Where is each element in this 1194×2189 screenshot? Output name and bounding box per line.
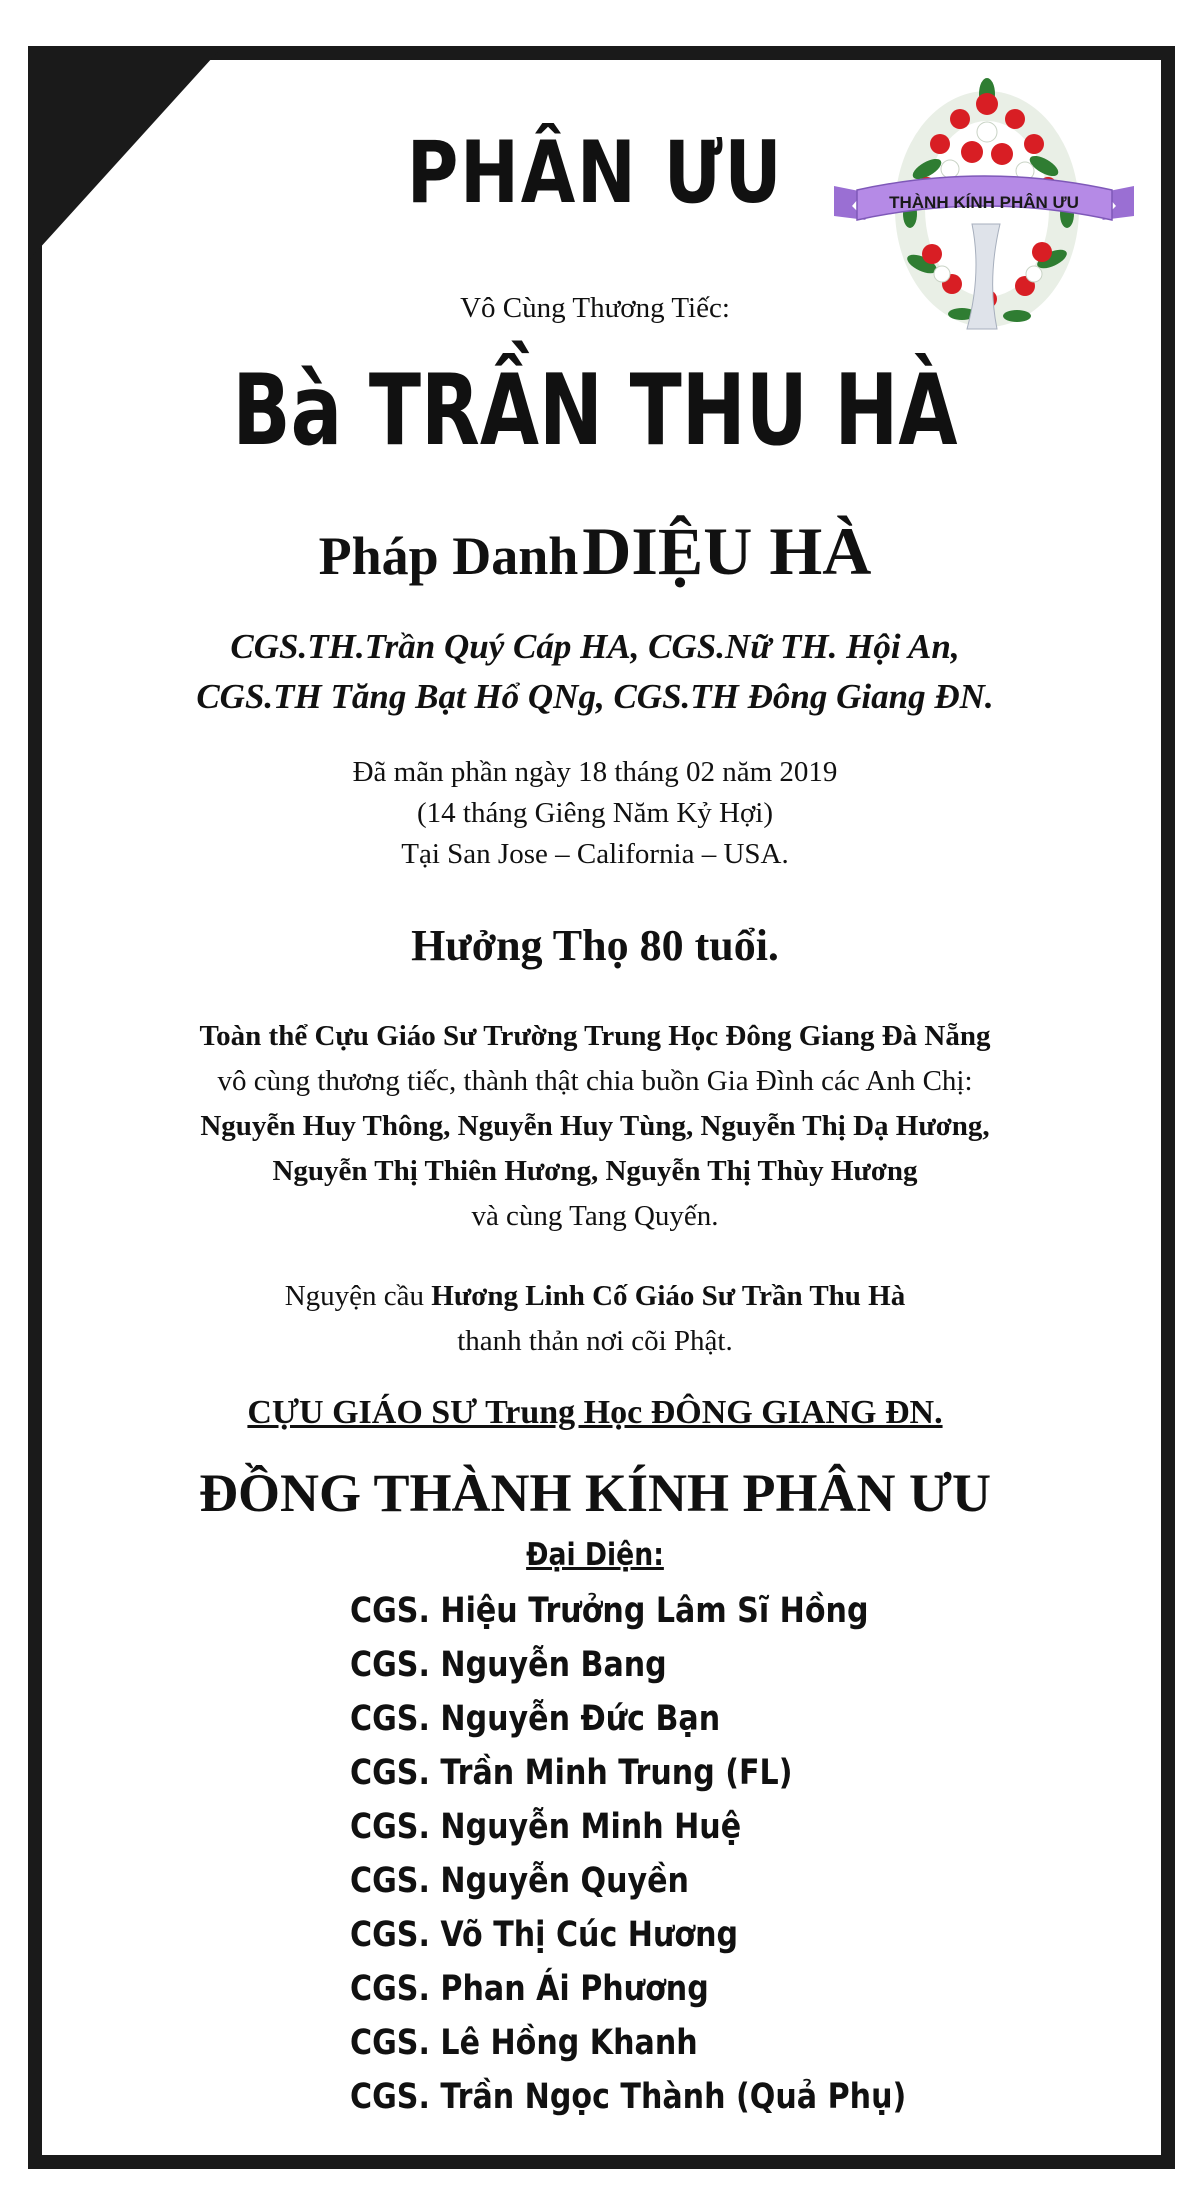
signatory-1: CGS. Hiệu Trưởng Lâm Sĩ Hồng: [350, 1591, 869, 1631]
deceased-name: Bà TRẦN THU HÀ: [232, 354, 958, 468]
signatory-6: CGS. Nguyễn Quyền: [350, 1861, 689, 1901]
signatory-list: [350, 1584, 997, 2124]
signatory-5: CGS. Nguyễn Minh Huệ: [350, 1807, 742, 1847]
signatory-4: CGS. Trần Minh Trung (FL): [350, 1753, 793, 1793]
intro-line: Vô Cùng Thương Tiếc:: [460, 292, 730, 324]
message-line-3: Nguyễn Huy Thông, Nguyễn Huy Tùng, Nguyễn Thị Dạ Hương,: [200, 1110, 990, 1142]
signatory-10: CGS. Trần Ngọc Thành (Quả Phụ): [350, 2077, 907, 2117]
prayer-name: Hương Linh Cố Giáo Sư Trần Thu Hà: [431, 1280, 906, 1312]
message-line-2: vô cùng thương tiếc, thành thật chia buồn Gia Đình các Anh Chị:: [217, 1065, 973, 1097]
dharma-name-line: [90, 514, 1100, 589]
ribbon-text: THÀNH KÍNH PHÂN ƯU: [889, 193, 1079, 212]
page-title: PHÂN ƯU: [406, 123, 784, 223]
dharma-name: DIỆU HÀ: [582, 513, 872, 589]
prayer-line-2: thanh thản nơi cõi Phật.: [457, 1325, 733, 1357]
passing-lunar-date: (14 tháng Giêng Năm Kỷ Hợi): [416, 797, 773, 829]
passing-date: Đã mãn phần ngày 18 tháng 02 năm 2019: [352, 756, 838, 788]
signatory-3: CGS. Nguyễn Đức Bạn: [350, 1699, 721, 1739]
passing-place: Tại San Jose – California – USA.: [401, 838, 789, 870]
prayer-line-1: [90, 1274, 1100, 1319]
representative-label: Đại Diện:: [526, 1537, 664, 1573]
condolence-message: [90, 1014, 1100, 1239]
condolence-heading: ĐỒNG THÀNH KÍNH PHÂN ƯU: [198, 1463, 992, 1523]
message-line-1: Toàn thể Cựu Giáo Sư Trường Trung Học Đông Giang Đà Nẵng: [199, 1020, 991, 1052]
message-line-5: và cùng Tang Quyến.: [471, 1200, 719, 1232]
signatory-7: CGS. Võ Thị Cúc Hương: [350, 1915, 739, 1955]
signatory-8: CGS. Phan Ái Phương: [350, 1969, 709, 2009]
prayer-prefix: Nguyện cầu: [284, 1280, 432, 1312]
age-line: Hưởng Thọ 80 tuổi.: [411, 921, 779, 970]
schools-line-2: CGS.TH Tăng Bạt Hổ QNg, CGS.TH Đông Giang ĐN.: [196, 677, 994, 716]
signatory-2: CGS. Nguyễn Bang: [350, 1645, 667, 1685]
group-heading: CỰU GIÁO SƯ Trung Học ĐÔNG GIANG ĐN.: [247, 1394, 943, 1431]
prayer-block: [90, 1274, 1100, 1364]
signatory-9: CGS. Lê Hồng Khanh: [350, 2023, 698, 2063]
dharma-label: Pháp Danh: [318, 526, 579, 586]
message-line-4: Nguyễn Thị Thiên Hương, Nguyễn Thị Thùy Hương: [272, 1155, 918, 1187]
schools-block: [90, 622, 1100, 722]
passing-block: [90, 752, 1100, 875]
schools-line-1: CGS.TH.Trần Quý Cáp HA, CGS.Nữ TH. Hội An,: [230, 627, 960, 666]
